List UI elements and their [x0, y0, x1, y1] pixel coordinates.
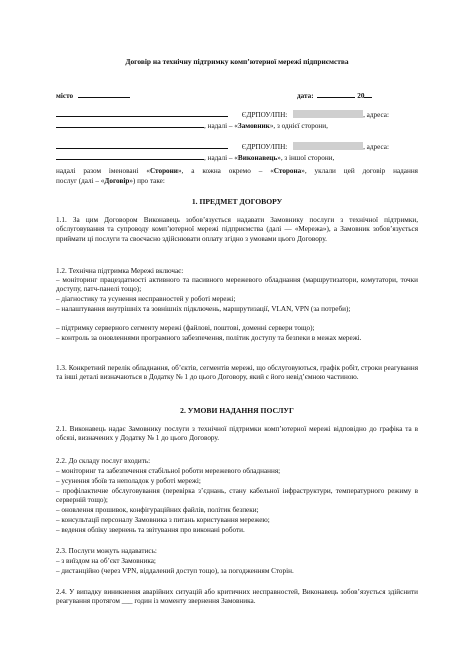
clause-2-2-item-4: – оновлення прошивок, конфігураційних файлів, політик безпеки;	[56, 506, 259, 514]
party2-role: Виконавець	[237, 154, 278, 162]
preamble-contract: Договір	[104, 177, 130, 185]
party2-edrpou-label: ЄДРПОУ/ІПН:	[241, 143, 288, 151]
party2-name-blank[interactable]	[56, 141, 228, 149]
party2-line1	[56, 141, 389, 152]
preamble-line2	[56, 177, 165, 186]
clause-2-3-intro: 2.3. Послуги можуть надаватись:	[56, 547, 157, 555]
preamble-text-2a: послуг (далі – «	[56, 177, 105, 185]
preamble-party: Сторона	[273, 167, 302, 175]
clause-2-2-item-3: – профілактичне обслуговування (перевірка з’єднань, стану кабельної інфраструктури, температурного режиму в серверній тощо);	[56, 487, 418, 505]
clause-1-2-item-1: – моніторинг працездатності активного та пасивного мережевого обладнання (маршрутизатори, комутатори, точки доступу, патч-панелі тощо);	[56, 276, 418, 294]
year-prefix: 20	[357, 92, 365, 100]
party1-edrpou-label: ЄДРПОУ/ІПН:	[241, 111, 288, 119]
clause-2-2-item-5: – консультації персоналу Замовника з питань користування мережею;	[56, 516, 270, 524]
preamble-text-c: », а кожна окремо – «	[177, 167, 274, 175]
clause-1-2-item-4: – підтримку серверного сегменту мережі (файлові, поштові, доменні сервери тощо);	[56, 324, 315, 332]
clause-2-3-item-1: – з виїздом на об’єкт Замовника;	[56, 557, 156, 565]
preamble-text-a: надалі разом іменовані «	[56, 167, 150, 175]
party2-role-suffix: », з іншої сторони,	[277, 154, 335, 162]
party2-line2	[56, 152, 334, 163]
party2-edrpou-field[interactable]	[293, 142, 363, 150]
clause-2-3-item-2: – дистанційно (через VPN, віддалений доступ тощо), за погодженням Сторін.	[56, 567, 294, 575]
party1-name-blank[interactable]	[56, 109, 228, 117]
city-label: місто	[56, 92, 74, 100]
clause-1-3: 1.3. Конкретний перелік обладнання, об’єктів, сегментів мережі, що обслуговуються, графік робіт, строки реагування та інші деталі визначаються в Додатку № 1 до цього Договору, який є його невід’ємною частиною.	[56, 364, 418, 382]
preamble-text-2c: ») про таке:	[129, 177, 165, 185]
party1-role: Замовник	[237, 122, 270, 130]
clause-1-2-intro: 1.2. Технічна підтримка Мережі включає:	[56, 267, 184, 275]
party1-role-suffix: », з однієї сторони,	[269, 122, 328, 130]
date-row	[297, 90, 372, 101]
preamble-text-e: », уклали цей договір надання	[301, 167, 418, 175]
clause-2-2-item-6: – ведення обліку звернень та звітування про виконані роботи.	[56, 526, 245, 534]
date-blank[interactable]	[317, 90, 355, 98]
year-blank[interactable]	[364, 90, 372, 98]
clause-1-2-item-3: – налаштування внутрішніх та зовнішніх підключень, маршрутизації, VLAN, VPN (за потреби);	[56, 305, 351, 313]
section2-heading: 2. УМОВИ НАДАННЯ ПОСЛУГ	[180, 406, 294, 415]
clause-2-2-intro: 2.2. До складу послуг входить:	[56, 457, 151, 465]
clause-2-2-item-2: – усунення збоїв та неполадок у роботі мережі;	[56, 477, 201, 485]
date-label: дата:	[297, 92, 314, 100]
party1-address-blank[interactable]	[56, 120, 204, 128]
clause-2-2-item-1: – моніторинг та забезпечення стабільної роботи мережевого обладнання;	[56, 467, 281, 475]
preamble-line1	[56, 167, 418, 176]
clause-1-2-item-2: – діагностику та усунення несправностей у роботі мережі;	[56, 295, 236, 303]
party1-line1	[56, 109, 389, 120]
clause-1-1: 1.1. За цим Договором Виконавець зобов’язується надавати Замовнику послуги з технічної підтримки, обслуговування та супроводу комп’ютерної мережі підприємства (далі — «Мережа»), а Замовник зобов’язується приймати ці послуги та своєчасно здійснювати оплату згідно з умовами цього Договору.	[56, 216, 418, 243]
section1-heading: 1. ПРЕДМЕТ ДОГОВОРУ	[191, 197, 283, 206]
party2-address-blank[interactable]	[56, 152, 204, 160]
preamble-parties: Сторони	[149, 167, 178, 175]
party1-line2	[56, 120, 328, 131]
city-row	[56, 90, 130, 101]
party1-edrpou-field[interactable]	[293, 110, 363, 118]
party2-address-label: , адреса:	[363, 143, 389, 151]
party2-role-prefix: , надалі – «	[204, 154, 238, 162]
party1-role-prefix: , надалі – «	[204, 122, 238, 130]
clause-1-2-item-5: – контроль за оновленнями програмного забезпечення, політик доступу та безпеки в межах мережі.	[56, 334, 362, 342]
party1-address-label: , адреса:	[363, 111, 389, 119]
document-title: Договір на технічну підтримку комп’ютерної мережі підприємства	[125, 57, 349, 66]
clause-2-4: 2.4. У випадку виникнення аварійних ситуацій або критичних несправностей, Виконавець зобов’язується здійснити реагування протягом ___ годин із моменту звернення Замовника.	[56, 588, 418, 606]
clause-2-1: 2.1. Виконавець надає Замовнику послуги з технічної підтримки комп’ютерної мережі відповідно до графіка та в обсязі, визначених у Додатку № 1 до цього Договору.	[56, 425, 418, 443]
city-blank[interactable]	[78, 90, 130, 98]
